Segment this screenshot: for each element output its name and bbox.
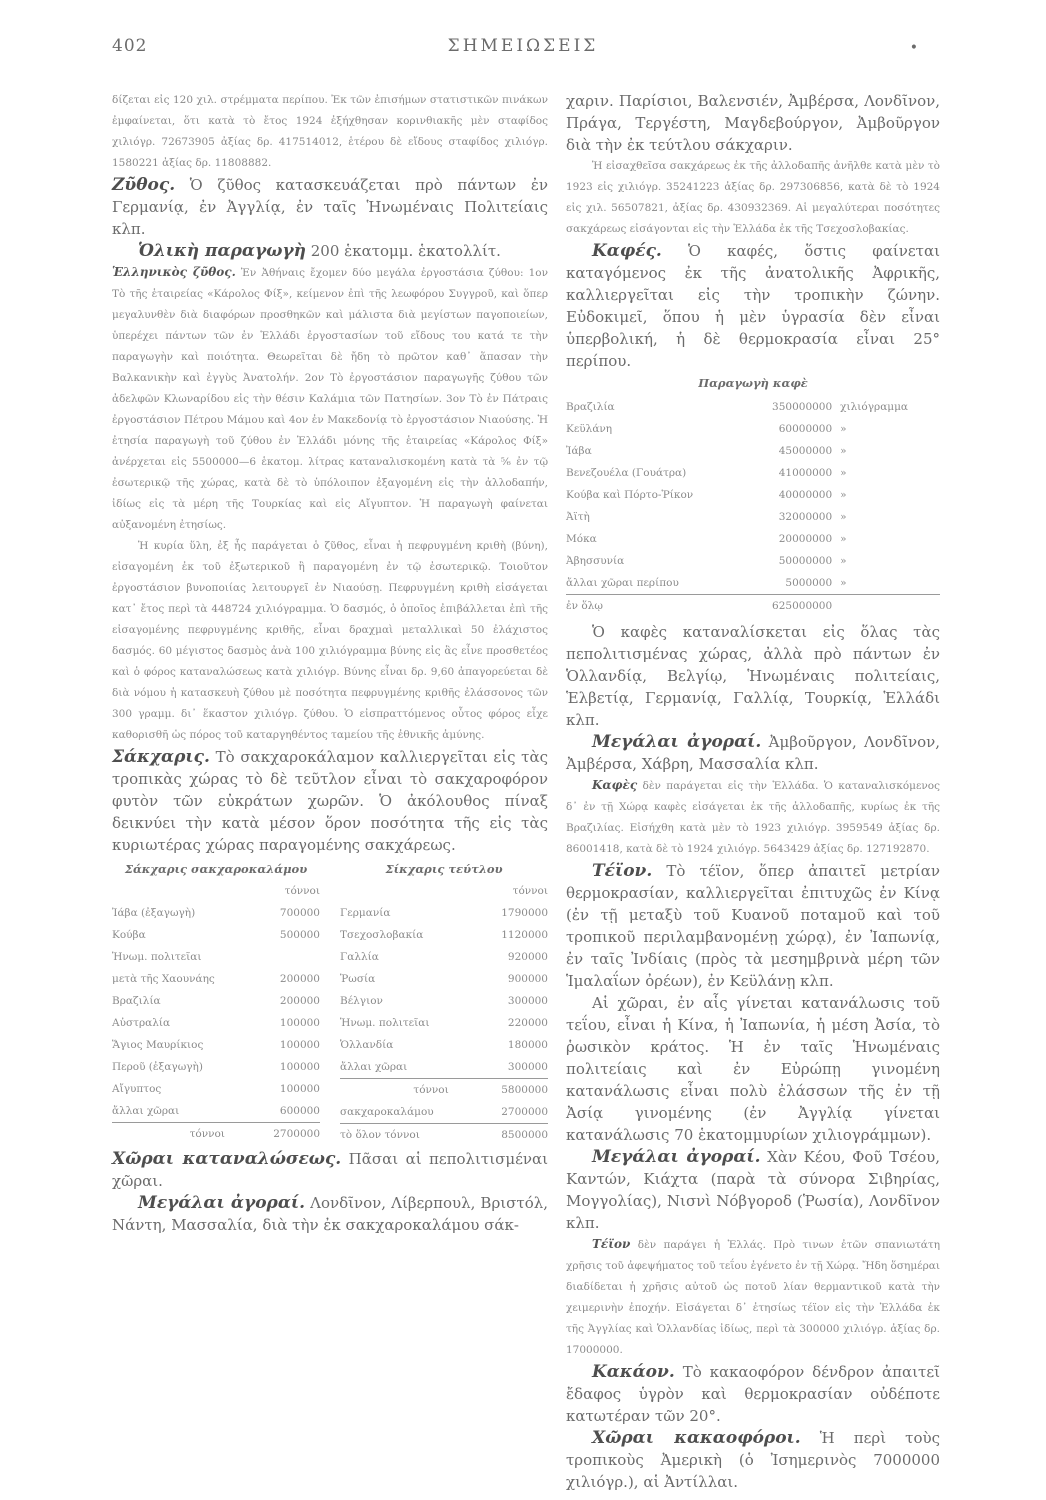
row-label: Τσεχοσλοβακία (340, 929, 424, 941)
row-label: Κούβα καὶ Πόρτο-Ῥίκον (566, 489, 694, 501)
paragraph-zythos (112, 174, 548, 240)
total-production-text: 200 ἑκατομμ. ἑκατολλίτ. (310, 242, 501, 260)
row-value: 45000000 (778, 445, 833, 457)
table-row (566, 396, 940, 418)
row-label: Βενεζουέλα (Γουάτρα) (566, 467, 687, 479)
row-value: 20000000 (778, 533, 833, 545)
table-row (112, 1012, 320, 1034)
table-row (566, 462, 940, 484)
table-row (340, 946, 548, 968)
heading-coffee-markets: Μεγάλαι ἀγοραί. (592, 732, 762, 752)
row-label: Κεϋλάνη (566, 423, 613, 435)
table-row (566, 506, 940, 528)
consumption-text: Πᾶσαι αἱ πεπολιτισμέναι χῶραι. (112, 1150, 548, 1190)
row-label: Ἰάβα (ἐξαγωγὴ) (112, 907, 196, 919)
row-value: 700000 (279, 907, 320, 919)
row-value: 100000 (279, 1039, 320, 1051)
table-row (112, 1078, 320, 1100)
beet-unit-label: τόννοι (512, 885, 548, 897)
sugar-tables (112, 858, 548, 1146)
table-row (566, 572, 940, 595)
cane-unit-label: τόννοι (284, 885, 320, 897)
paragraph-total-production (112, 240, 548, 262)
row-value: 200000 (279, 973, 320, 985)
tea-greece-text: δὲν παράγει ἡ Ἑλλάς. Πρὸ τινων ἐτῶν σπανιωτάτη χρῆσις τοῦ ἀφεψήματος τοῦ τεΐου ἐγένετο ἐν τῇ Χώρᾳ. Ἤδη ὅσημέραι διαδίδεται ἡ χρῆσις αὐτοῦ ὡς ποτοῦ λίαν θερμαντικοῦ κατὰ τὴν χειμερινὴν ἐποχήν. Εἰσάγεται δ᾿ ἐτησίως τέϊον εἰς τὴν Ἑλλάδα ἐκ τῆς Ἀγγλίας καὶ Ὁλλανδίας ἰδίως, περὶ τὰ 300000 χιλιόγρ. ἀξίας δρ. 17000000. (566, 1239, 941, 1356)
tea-text: Τὸ τέϊον, ὅπερ ἀπαιτεῖ μετρίαν θερμοκρασίαν, καλλιεργεῖται ἐπιτυχῶς ἐν Κίνᾳ (ἐν τῇ μεταξὺ τοῦ Κυανοῦ ποταμοῦ καὶ τοῦ τροπικοῦ περιλαμβανομένῃ χώρᾳ), ἐν Ἰαπωνίᾳ, ἐν ταῖς Ἰνδίαις (πρὸς τὰ μεσημβρινὰ μέρη τῶν Ἱμαλαΐων ὀρέων), ἐν Κεϋλάνῃ κλπ. (566, 862, 940, 990)
table-row (340, 990, 548, 1012)
table-row (566, 484, 940, 506)
table-row (112, 968, 320, 990)
row-label: Βραζιλία (566, 401, 615, 413)
row-value: 500000 (279, 929, 320, 941)
row-label: Ἡνωμ. πολιτεῖαι (340, 1017, 430, 1029)
table-row (340, 902, 548, 924)
row-value: 220000 (507, 1017, 548, 1029)
table-row (340, 924, 548, 946)
table-row (566, 440, 940, 462)
header-mark: • (909, 40, 918, 56)
paragraph-tea-greece (566, 1234, 940, 1361)
paragraph-coffee (566, 240, 940, 372)
row-label: Κούβα (112, 929, 146, 941)
total-unit (832, 595, 940, 618)
coffee-table-caption: Παραγωγὴ καφὲ (698, 376, 808, 390)
heading-tea: Τέϊον. (592, 861, 653, 881)
table-row (112, 1100, 320, 1123)
total-value: 2700000 (255, 1123, 320, 1146)
table-row (112, 946, 320, 968)
row-label: Ἀβησσυνία (566, 555, 625, 567)
row-value: 100000 (279, 1017, 320, 1029)
cane-sugar-table (112, 858, 320, 1146)
row-value: 300000 (507, 1061, 548, 1073)
row-value: 900000 (507, 973, 548, 985)
heading-consumption: Χῶραι καταναλώσεως. (112, 1149, 342, 1169)
heading-markets: Μεγάλαι ἀγοραί. (138, 1193, 306, 1213)
table-row (112, 1034, 320, 1056)
table-row (340, 1124, 548, 1147)
table-row (112, 924, 320, 946)
row-label: Ἰάβα (566, 445, 592, 457)
heading-coffee: Καφές. (592, 241, 662, 261)
row-label: Αὐστραλία (112, 1017, 171, 1029)
total-label: ἐν ὅλῳ (566, 595, 747, 618)
coffee-markets-text: Ἀμβοῦργον, Λονδῖνον, Ἀμβέρσα, Χάβρη, Μασσαλία κλπ. (566, 733, 940, 773)
heading-tea-markets: Μεγάλαι ἀγοραί. (592, 1147, 761, 1167)
coffee-greece-text: δὲν παράγεται εἰς τὴν Ἑλλάδα. Ὁ καταναλισκόμενος δ᾿ ἐν τῇ Χώρᾳ καφὲς εἰσάγεται ἐκ τῆς ἀλλοδαπῆς, κυρίως ἐκ τῆς Βραζιλίας. Εἰσήχθη κατὰ μὲν τὸ 1923 χιλιόγρ. 3959549 ἀξίας δρ. 86001418, κατὰ δὲ τὸ 1924 χιλιόγρ. 5643429 ἀξίας δρ. 127192870. (566, 780, 940, 855)
table-row (566, 418, 940, 440)
row-label: Βραζιλία (112, 995, 161, 1007)
paragraph-markets (112, 1192, 548, 1236)
row-label: Περοῦ (ἐξαγωγὴ) (112, 1061, 203, 1073)
row-label: Ἅγιος Μαυρίκιος (112, 1039, 204, 1051)
cane-value: 2700000 (501, 1106, 548, 1118)
heading-total-production: Ὁλικὴ παραγωγὴ (138, 241, 306, 261)
right-column (566, 90, 940, 1493)
total-label: τόννοι (112, 1123, 255, 1146)
row-value: 1790000 (501, 907, 548, 919)
row-label: Βέλγιον (340, 995, 383, 1007)
cocoa-countries-text: Ἡ περὶ τοὺς τροπικοὺς Ἀμερικὴ (ὁ Ἰσημερινὸς 7000000 χιλιόγρ.), αἱ Ἀντίλλαι. (566, 1429, 940, 1491)
table-row (566, 595, 940, 618)
heading-coffee-greece: Καφὲς (592, 778, 638, 792)
paragraph-sugar-markets-cont: χαριν. Παρίσιοι, Βαλενσιέν, Ἀμβέρσα, Λονδῖνον, Πράγα, Τεργέστη, Μαγδεβούργον, Ἀμβοῦργον διὰ τὴν ἐκ τεύτλου σάκχαριν. (566, 92, 940, 154)
table-row (112, 990, 320, 1012)
paragraph-sugar (112, 746, 548, 856)
row-value: 60000000 (778, 423, 833, 435)
paragraph-coffee-consumption: Ὁ καφὲς καταναλίσκεται εἰς ὅλας τὰς πεπολιτισμένας χώρας, ἀλλὰ πρὸ πάντων ἐν Ὁλλανδίᾳ, Βελγίῳ, Ἡνωμέναις πολιτείαις, Ἑλβετίᾳ, Γερμανίᾳ, Γαλλίᾳ, Τουρκίᾳ, Ἑλλάδι κλπ. (566, 623, 940, 729)
row-value: 180000 (507, 1039, 548, 1051)
paragraph-raisin-exports: δίζεται εἰς 120 χιλ. στρέμματα περίπου. Ἐκ τῶν ἐπισήμων στατιστικῶν πινάκων ἐμφαίνεται, ὅτι κατὰ τὸ ἔτος 1924 ἐξήχθησαν κορινθιακῆς μὲν σταφίδος χιλιόγρ. 72673905 ἀξίας δρ. 417514012, ἑτέρου δὲ εἴδους σταφίδος χιλιόγρ. 1580221 ἀξίας δρ. 11808882. (112, 94, 548, 169)
heading-zythos: Ζῦθος. (112, 175, 176, 195)
row-value: 600000 (279, 1105, 320, 1117)
table-row (112, 902, 320, 924)
row-label: Γαλλία (340, 951, 379, 963)
table-row (566, 528, 940, 550)
paragraph-tea (566, 860, 940, 992)
row-label: Ἀϊτὴ (566, 511, 590, 523)
total-label: τὸ ὅλον τόννοι (340, 1124, 479, 1147)
row-label: ἄλλαι χῶραι (112, 1105, 180, 1117)
cocoa-text: Τὸ κακαοφόρον δένδρον ἀπαιτεῖ ἔδαφος ὑγρὸν καὶ θερμοκρασίαν οὐδέποτε κατωτέραν τῶν 20°. (566, 1363, 940, 1425)
row-label: Ῥωσία (340, 973, 376, 985)
cane-table-caption: Σάκχαρις σακχαροκαλάμου (124, 862, 308, 876)
row-value: 100000 (279, 1061, 320, 1073)
heading-greek-beer: Ἑλληνικὸς ζῦθος. (112, 265, 236, 279)
running-title: ΣΗΜΕΙΩΣΕΙΣ (447, 36, 599, 56)
table-row (340, 1034, 548, 1056)
row-label: μετὰ τῆς Χαουνάης (112, 973, 215, 985)
row-value: 920000 (507, 951, 548, 963)
row-unit: χιλιόγραμμα (840, 401, 909, 413)
paragraph-coffee-markets (566, 731, 940, 775)
paragraph-cocoa-countries (566, 1427, 940, 1493)
table-row (340, 1056, 548, 1079)
row-label: Ἡνωμ. πολιτεῖαι (112, 951, 202, 963)
row-unit: » (840, 445, 847, 457)
row-label: Γερμανία (340, 907, 391, 919)
row-value: 350000000 (772, 401, 833, 413)
beet-sugar-table (340, 858, 548, 1146)
table-row (340, 1101, 548, 1124)
paragraph-greek-beer (112, 262, 548, 536)
table-row (340, 1012, 548, 1034)
page-header (112, 36, 934, 66)
total-value: 625000000 (747, 595, 832, 618)
row-label: Αἴγυπτος (112, 1083, 162, 1095)
row-value: 200000 (279, 995, 320, 1007)
row-value: 41000000 (778, 467, 833, 479)
row-label: ἄλλαι χῶραι (340, 1061, 408, 1073)
row-value: 300000 (507, 995, 548, 1007)
coffee-production-table (566, 372, 940, 617)
left-column (112, 90, 548, 1236)
row-value: 32000000 (778, 511, 833, 523)
paragraph-consumption (112, 1148, 548, 1192)
row-value: 1120000 (501, 929, 548, 941)
paragraph-cocoa (566, 1361, 940, 1427)
paragraph-sugar-imports: Ἡ εἰσαχθεῖσα σακχάρεως ἐκ τῆς ἀλλοδαπῆς ἀνῆλθε κατὰ μὲν τὸ 1923 εἰς χιλιόγρ. 35241223 ἀξίας δρ. 297306856, κατὰ δὲ τὸ 1924 εἰς χιλ. 56507821, ἀξίας δρ. 430932369. Αἱ μεγαλύτεραι ποσότητες σακχάρεως εἰσάγονται εἰς τὴν Ἑλλάδα ἐκ τῆς Τσεχοσλοβακίας. (566, 160, 940, 235)
row-label: ἄλλαι χῶραι περίπου (566, 577, 679, 589)
row-unit: » (840, 533, 847, 545)
paragraph-tea-markets (566, 1146, 940, 1234)
subtotal-value: 5800000 (479, 1079, 548, 1102)
row-value (255, 946, 320, 968)
row-unit: » (840, 489, 847, 501)
sugar-text: Τὸ σακχαροκάλαμον καλλιεργεῖται εἰς τὰς τροπικὰς χώρας τὸ δὲ τεῦτλον εἶναι τὸ σακχαροφόρον φυτὸν τῶν εὐκράτων χωρῶν. Ὁ ἀκόλουθος πίναξ δεικνύει τὴν κατὰ μέσον ὅρον ποσότητα τῆς εἰς τὰς κυριωτέρας χώρας παραγομένης σακχάρεως. (112, 748, 548, 854)
row-unit: » (840, 467, 847, 479)
table-row (112, 1123, 320, 1146)
row-value: 100000 (279, 1083, 320, 1095)
heading-sugar: Σάκχαρις. (112, 747, 210, 767)
total-value: 8500000 (479, 1124, 548, 1147)
cane-label: σακχαροκαλάμου (340, 1106, 434, 1118)
heading-tea-greece: Τέϊον (592, 1237, 631, 1251)
row-value: 50000000 (778, 555, 833, 567)
row-label: Ὁλλανδία (340, 1039, 394, 1051)
markets-text: Λονδῖνον, Λίβερπουλ, Βριστόλ, Νάντη, Μασσαλία, διὰ τὴν ἐκ σακχαροκαλάμου σάκ- (112, 1194, 549, 1234)
tea-markets-text: Χὰν Κέου, Φοῦ Τσέου, Καντών, Κιάχτα (παρὰ τὰ σύνορα Σιβηρίας, Μογγολίας), Νισνὶ Νόβγοροδ (Ῥωσία), Λονδῖνον κλπ. (566, 1148, 940, 1232)
table-row (340, 968, 548, 990)
row-unit: » (840, 511, 847, 523)
paragraph-coffee-greece (566, 775, 940, 860)
row-label: Μόκα (566, 533, 597, 545)
row-unit: » (840, 555, 847, 567)
zythos-text: Ὁ ζῦθος κατασκευάζεται πρὸ πάντων ἐν Γερμανίᾳ, ἐν Ἀγγλίᾳ, ἐν ταῖς Ἡνωμέναις Πολιτείαις κλπ. (112, 176, 548, 238)
heading-cocoa: Κακάον. (592, 1362, 675, 1382)
table-row (112, 1056, 320, 1078)
heading-cocoa-countries: Χῶραι κακαοφόροι. (592, 1428, 801, 1448)
row-unit: » (840, 423, 847, 435)
paragraph-malt: Ἡ κυρία ὕλη, ἐξ ἧς παράγεται ὁ ζῦθος, εἶναι ἡ πεφρυγμένη κριθὴ (βύνη), εἰσαγομένη ἐκ τοῦ ἐξωτερικοῦ ἢ παραγομένη ἐν τῷ ἐσωτερικῷ. Τοιοῦτον ἐργοστάσιον βυνοποιίας λειτουργεῖ ἐν Νιαούσῃ. Πεφρυγμένη κριθὴ εἰσάγεται κατ᾿ ἔτος περὶ τὰ 448724 χιλιόγραμμα. Ὁ δασμός, ὁ ὁποῖος ἐπιβάλλεται ἐπὶ τῆς εἰσαγομένης πεφρυγμένης κριθῆς, εἶναι δραχμαὶ μεταλλικαὶ 50 ἐλάχιστος δασμός. 60 μέγιστος δασμὸς ἀνὰ 100 χιλιόγραμμα βύνης εἰς ἃς εἶνε προσθετέος καὶ ὁ φόρος καταναλώσεως κατὰ χιλιόγρ. Βύνης εἶναι δρ. 9,60 ἀπαγορεύεται δὲ διὰ νόμου ἡ κατασκευὴ ζύθου μὲ ποσότητα πεφρυγμένης κριθῆς ἐλάσσονος τῶν 300 γραμμ. δι᾿ ἕκαστον χιλιόγρ. ζύθου. Ὁ εἰσπραττόμενος οὗτος φόρος εἶχε καθορισθῆ ὡς πόρος τοῦ καταργηθέντος ταμείου τῆς ἐθνικῆς ἀμύνης. (112, 540, 548, 741)
row-value: 40000000 (778, 489, 833, 501)
table-row (340, 1079, 548, 1102)
paragraph-tea-consumption: Αἱ χῶραι, ἐν αἷς γίνεται κατανάλωσις τοῦ τεΐου, εἶναι ἡ Κίνα, ἡ Ἰαπωνία, ἡ μέση Ἀσία, τὸ ῥωσικὸν κράτος. Ἡ ἐν ταῖς Ἡνωμέναις πολιτείαις καὶ ἐν Εὐρώπῃ γινομένη κατανάλωσις εἶναι πολὺ ἐλάσσων τῆς ἐν τῇ Ἀσίᾳ γινομένης (ἐν Ἀγγλίᾳ γίνεται κατανάλωσις 70 ἑκατομμυρίων χιλιογράμμων). (566, 994, 940, 1144)
row-value: 5000000 (785, 577, 833, 589)
table-row (566, 550, 940, 572)
subtotal-label: τόννοι (340, 1079, 479, 1102)
row-unit: » (840, 577, 847, 589)
beet-table-caption: Σίκχαρις τεύτλου (385, 862, 503, 876)
coffee-text: Ὁ καφές, ὅστις φαίνεται καταγόμενος ἐκ τῆς ἀνατολικῆς Ἀφρικῆς, καλλιεργεῖται εἰς τὴν τροπικὴν ζώνην. Εὐδοκιμεῖ, ὅπου ἡ μὲν ὑγρασία δὲν εἶναι ὑπερβολική, ἡ δὲ θερμοκρασία εἶναι 25° περίπου. (566, 242, 940, 370)
page-number: 402 (112, 36, 148, 56)
greek-beer-text: Ἐν Ἀθήναις ἔχομεν δύο μεγάλα ἐργοστάσια ζύθου: 1ον Τὸ τῆς ἑταιρείας «Κάρολος Φίξ», κείμενον ἐπὶ τῆς λεωφόρου Συγγροῦ, καὶ ὅπερ μεγαλυνθὲν διὰ διαφόρων προσθηκῶν καὶ μάλιστα διὰ μεγίστων παγοποιείων, ὑπερέχει πάντων τῶν ἐν Ἑλλάδι ἐργοστασίων τοῦ εἴδους του κατά τε τὴν παραγωγὴν καὶ ποιότητα. Θεωρεῖται δὲ ἤδη τὸ πρῶτον καθ᾿ ἅπασαν τὴν Βαλκανικὴν καὶ ἐγγὺς Ἀνατολήν. 2ον Τὸ ἐργοστάσιον παραγωγῆς ζύθου τῶν ἀδελφῶν Κλωναρίδου εἰς τὴν θέσιν Καλάμια τῶν Πατησίων. 3ον Τὸ ἐν Πάτραις ἐργοστάσιον Πέτρου Μάμου καὶ 4ον ἐν Μακεδονίᾳ τὸ ἐργοστάσιον Νιαούσης. Ἡ ἐτησία παραγωγὴ τοῦ ζύθου ἐν Ἑλλάδι μόνης τῆς ἑταιρείας «Κάρολος Φίξ» ἀνέρχεται εἰς 5500000—6 ἑκατομ. λίτρας καταναλισκομένη κατὰ τὰ ⁵⁄₆ ἐν τῷ ἐσωτερικῷ τῆς χώρας, κατὰ δὲ τὸ ὑπόλοιπον ἐξαγομένη εἰς τὴν ἀλλοδαπήν, ἰδίως εἰς τὰ μέρη τῆς Τουρκίας καὶ εἰς Αἴγυπτον. Ἡ παραγωγὴ φαίνεται αὐξανομένη ἐτησίως. (112, 267, 548, 531)
